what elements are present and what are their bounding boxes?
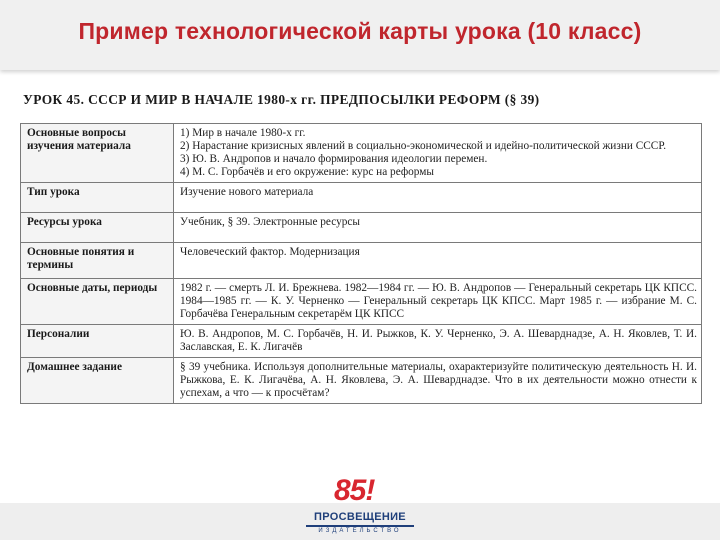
logo-publisher-name: ПРОСВЕЩЕНИЕ	[314, 511, 406, 523]
row-content	[174, 358, 702, 404]
content-line: 1) Мир в начале 1980-х гг.	[180, 127, 306, 139]
logo-subtitle: ИЗДАТЕЛЬСТВО	[318, 528, 402, 534]
lesson-title: УРОК 45. СССР И МИР В НАЧАЛЕ 1980-х гг. ПРЕДПОСЫЛКИ РЕФОРМ (§ 39)	[23, 92, 540, 107]
content-line: Ю. В. Андропов, М. С. Горбачёв, Н. И. Рыжков, К. У. Черненко, Э. А. Шеварднадзе, А. Н. Яковлев, Т. И. Заславская, Е. К. Лигачёв	[180, 328, 697, 353]
content-line: Изучение нового материала	[180, 186, 314, 198]
row-label: Ресурсы урока	[21, 213, 174, 243]
row-label: Персоналии	[21, 325, 174, 358]
content-line: § 39 учебника. Используя дополнительные материалы, охарактеризуйте политическую деятельность Н. И. Рыжкова, Е. К. Лигачёва, А. Н. Яковлева, Э. А. Шеварднадзе. Что в их деятельности можно отнести к успехам, а что — к просчётам?	[180, 361, 697, 399]
table-row	[21, 124, 702, 183]
row-content	[174, 279, 702, 325]
row-label: Основные даты, периоды	[21, 279, 174, 325]
row-content	[174, 325, 702, 358]
table-row	[21, 358, 702, 404]
table-row	[21, 325, 702, 358]
logo-divider	[306, 525, 414, 527]
table-row	[21, 213, 702, 243]
slide-header	[0, 0, 720, 70]
slide-title: Пример технологической карты урока (10 класс)	[78, 18, 642, 44]
content-line: 2) Нарастание кризисных явлений в социально-экономической и идейно-политической жизни СССР.	[180, 140, 667, 152]
row-label: Основные вопросы изучения материала	[21, 124, 174, 183]
row-content	[174, 213, 702, 243]
lesson-plan-table	[20, 123, 702, 404]
table-row	[21, 243, 702, 279]
logo-anniversary-number: 85!	[334, 474, 375, 507]
row-label: Основные понятия и термины	[21, 243, 174, 279]
row-content	[174, 243, 702, 279]
content-line: 4) М. С. Горбачёв и его окружение: курс на реформы	[180, 166, 435, 178]
row-label: Домашнее задание	[21, 358, 174, 404]
row-label: Тип урока	[21, 183, 174, 213]
row-content	[174, 124, 702, 183]
row-content	[174, 183, 702, 213]
content-line: 3) Ю. В. Андропов и начало формирования идеологии перемен.	[180, 153, 488, 165]
table-row	[21, 183, 702, 213]
content-line: Человеческий фактор. Модернизация	[180, 246, 360, 258]
content-line: 1982 г. — смерть Л. И. Брежнева. 1982—1984 гг. — Ю. В. Андропов — Генеральный секретарь ЦК КПСС. 1984—1985 гг. — К. У. Черненко — Генеральный секретарь ЦК КПСС. Март 1985 г. — избрание М. С. Горбачёва Генеральным секретарём ЦК КПСС	[180, 282, 697, 320]
content-line: Учебник, § 39. Электронные ресурсы	[180, 216, 360, 228]
table-row	[21, 279, 702, 325]
publisher-logo	[296, 474, 424, 538]
